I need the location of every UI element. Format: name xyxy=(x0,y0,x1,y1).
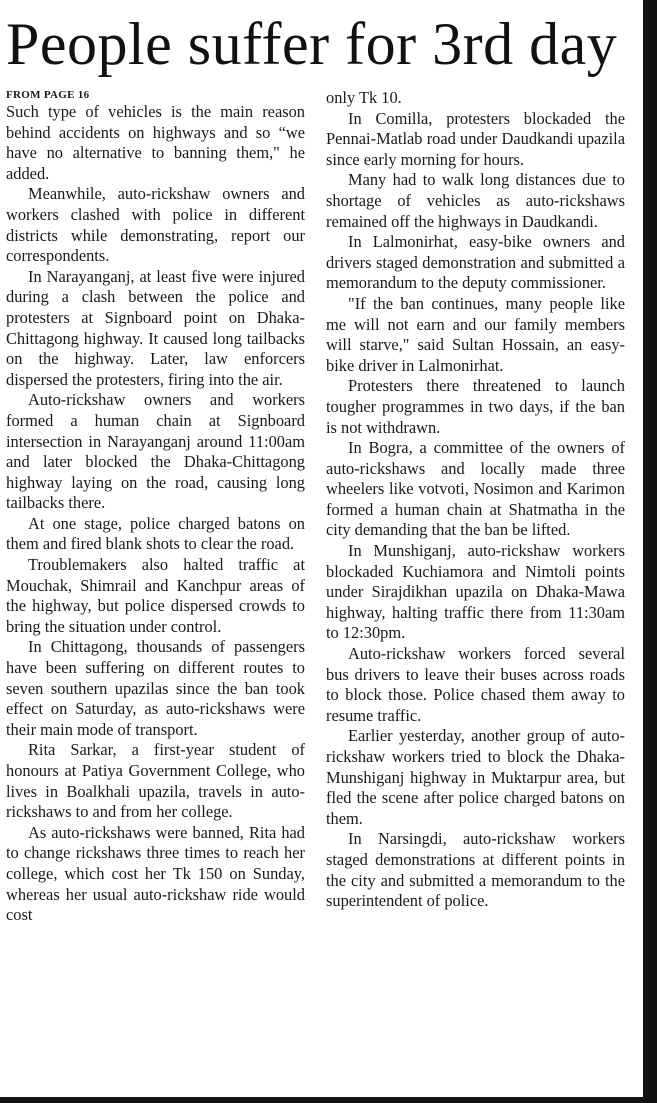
paragraph: In Lalmonirhat, easy-bike owners and drivers staged demonstration and submitted a memorandum to the deputy commissioner. xyxy=(326,232,625,293)
paragraph: In Munshiganj, auto-rickshaw workers blockaded Kuchiamora and Nimtoli points under Sirajdikhan upazila on Dhaka-Mawa highway, halting traffic there from 11:30am to 12:30pm. xyxy=(326,541,625,643)
article-column-left xyxy=(6,88,305,926)
article-column-right xyxy=(326,88,625,912)
paragraph: Many had to walk long distances due to shortage of vehicles as auto-rickshaws remained off the highways in Daudkandi. xyxy=(326,170,625,231)
paragraph: Auto-rickshaw workers forced several bus drivers to leave their buses across roads to block those. Police chased them away to resume traffic. xyxy=(326,644,625,725)
paragraph: "If the ban continues, many people like me will not earn and our family members will starve," said Sultan Hossain, an easy-bike driver in Lalmonirhat. xyxy=(326,293,625,375)
paragraph: Meanwhile, auto-rickshaw owners and workers clashed with police in different districts while demonstrating, report our correspondents. xyxy=(6,184,305,266)
page-edge-rule-bottom xyxy=(0,1097,657,1103)
paragraph: In Bogra, a committee of the owners of auto-rickshaws and locally made three wheelers like votvoti, Nosimon and Karimon formed a human chain at Shatmatha in the city demanding that the ban be lifted. xyxy=(326,438,625,540)
paragraph: As auto-rickshaws were banned, Rita had to change rickshaws three times to reach her college, which cost her Tk 150 on Sunday, whereas her usual auto-rickshaw ride would cost xyxy=(6,822,305,925)
paragraph: Rita Sarkar, a first-year student of honours at Patiya Government College, who lives in Boalkhali upazila, travels in auto-rickshaws to and from her college. xyxy=(6,740,305,822)
paragraph: Auto-rickshaw owners and workers formed a human chain at Signboard intersection in Narayanganj around 11:00am and later blocked the Dhaka-Chittagong highway laying on the road, causing long tailbacks there. xyxy=(6,390,305,513)
paragraph: In Chittagong, thousands of passengers have been suffering on different routes to seven southern upazilas since the ban took effect on Saturday, as auto-rickshaws were their main mode of transport. xyxy=(6,637,305,739)
paragraph: In Narsingdi, auto-rickshaw workers staged demonstrations at different points in the city and submitted a memorandum to the superintendent of police. xyxy=(326,829,625,911)
paragraph: Protesters there threatened to launch tougher programmes in two days, if the ban is not withdrawn. xyxy=(326,376,625,437)
paragraph: In Comilla, protesters blockaded the Pennai-Matlab road under Daudkandi upazila since early morning for hours. xyxy=(326,108,625,169)
paragraph: Such type of vehicles is the main reason behind accidents on highways and so “we have no alternative to banning them," he added. xyxy=(6,102,305,183)
paragraph: Earlier yesterday, another group of auto-rickshaw workers tried to block the Dhaka-Munshiganj highway in Muktarpur area, but fled the scene after police charged batons on them. xyxy=(326,726,625,828)
headline: People suffer for 3rd day xyxy=(6,11,618,77)
paragraph: In Narayanganj, at least five were injured during a clash between the police and protesters at Signboard point on Dhaka-Chittagong highway. It caused long tailbacks on the highway. Later, law enforcers dispersed the protesters, firing into the air. xyxy=(6,266,305,389)
paragraph: At one stage, police charged batons on them and fired blank shots to clear the road. xyxy=(6,513,305,554)
paragraph: only Tk 10. xyxy=(326,88,402,107)
continuation-kicker: FROM PAGE 16 xyxy=(6,89,90,101)
paragraph: Troublemakers also halted traffic at Mouchak, Shimrail and Kanchpur areas of the highway, but police dispersed crowds to bring the situation under control. xyxy=(6,555,305,636)
page-edge-rule-right xyxy=(643,0,657,1103)
